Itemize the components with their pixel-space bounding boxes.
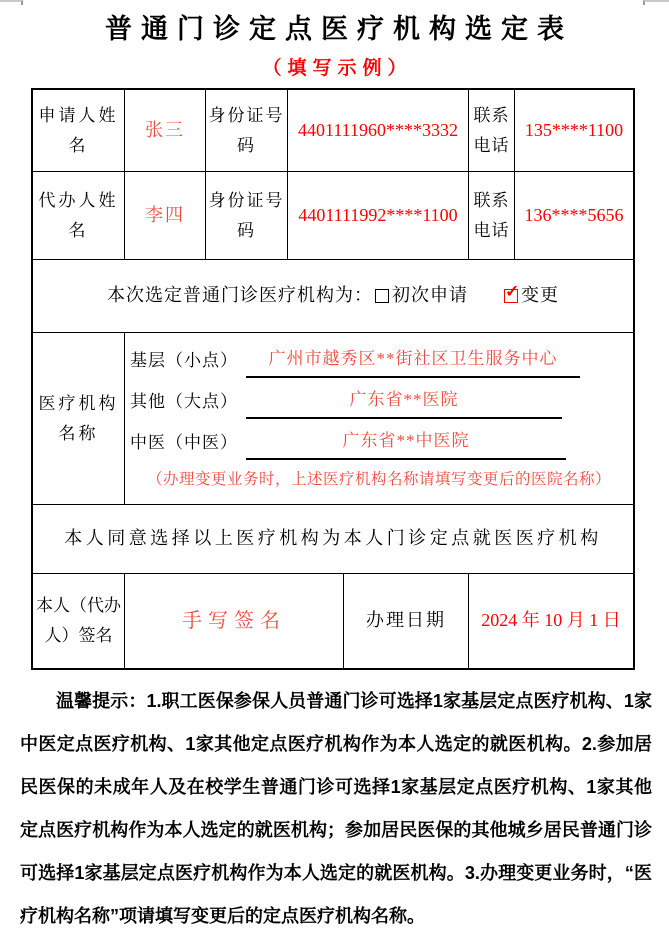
signature-label: 本人（代办人）签名 <box>36 596 121 645</box>
applicant-phone-label: 联系电话 <box>468 90 514 171</box>
institution-tcm-value[interactable]: 广东省**中医院 <box>246 426 566 460</box>
agent-id-value[interactable]: 4401111992****1100 <box>287 172 468 259</box>
institution-primary-label: 基层（小点） <box>130 351 238 371</box>
institution-line-tcm <box>125 419 633 460</box>
applicant-name-value[interactable]: 张三 <box>124 90 205 171</box>
applicant-phone-value[interactable]: 135****1100 <box>514 90 633 171</box>
institutions-row <box>33 332 633 504</box>
applicant-id-label: 身份证号码 <box>205 90 287 171</box>
agent-name-label: 代办人姓名 <box>38 190 119 240</box>
institution-other-label: 其他（大点） <box>130 392 238 412</box>
tips-paragraph: 温馨提示：1.职工医保参保人员普通门诊可选择1家基层定点医疗机构、1家中医定点医疗机构、1家其他定点医疗机构作为本人选定的就医机构。2.参加居民医保的未成年人及在校学生普通门诊可选择1家基层定点医疗机构、1家其他定点医疗机构作为本人选定的就医机构；参加居民医保的其他城乡居民普通门诊可选择1家基层定点医疗机构作为本人选定的就医机构。3.办理变更业务时，“医疗机构名称”项请填写变更后的定点医疗机构名称。 <box>20 691 652 926</box>
date-label: 办理日期 <box>343 574 468 668</box>
selection-prefix: 本次选定普通门诊医疗机构为： <box>107 285 373 306</box>
applicant-name-label: 申请人姓名 <box>38 105 119 155</box>
selection-cell <box>33 260 633 332</box>
institution-line-other <box>125 378 633 419</box>
page-subtitle: （填写示例） <box>262 58 413 79</box>
agent-phone-value[interactable]: 136****5656 <box>514 172 633 259</box>
institutions-label: 医疗机构名称 <box>38 393 119 443</box>
initial-application-checkbox[interactable] <box>375 289 389 303</box>
institution-line-primary <box>125 337 633 378</box>
signature-value[interactable]: 手写签名 <box>124 574 343 668</box>
change-checkbox[interactable] <box>504 282 521 303</box>
page-edge-mark-right <box>643 0 669 5</box>
agreement-row <box>33 504 633 573</box>
change-label: 变更 <box>521 285 559 306</box>
page-title: 普通门诊定点医疗机构选定表 <box>105 14 573 44</box>
agreement-text: 本人同意选择以上医疗机构为本人门诊定点就医医疗机构 <box>64 528 602 549</box>
date-value[interactable]: 2024 年 10 月 1 日 <box>468 574 633 668</box>
applicant-row <box>33 90 633 171</box>
page-edge-mark-left <box>0 0 23 5</box>
check-icon: ✓ <box>505 282 521 301</box>
agent-id-label: 身份证号码 <box>205 172 287 259</box>
institution-primary-value[interactable]: 广州市越秀区**街社区卫生服务中心 <box>246 344 580 378</box>
selection-row <box>33 259 633 332</box>
signature-row <box>33 573 633 668</box>
agent-phone-label: 联系电话 <box>468 172 514 259</box>
agent-name-value[interactable]: 李四 <box>124 172 205 259</box>
institution-tcm-label: 中医（中医） <box>130 433 238 453</box>
initial-application-label: 初次申请 <box>392 285 468 306</box>
institutions-note: （办理变更业务时，上述医疗机构名称请填写变更后的医院名称） <box>146 471 611 489</box>
selection-form-table <box>31 88 635 670</box>
agent-row <box>33 171 633 259</box>
institutions-cell <box>124 333 633 504</box>
institution-other-value[interactable]: 广东省**医院 <box>246 385 562 419</box>
applicant-id-value[interactable]: 4401111960****3332 <box>287 90 468 171</box>
